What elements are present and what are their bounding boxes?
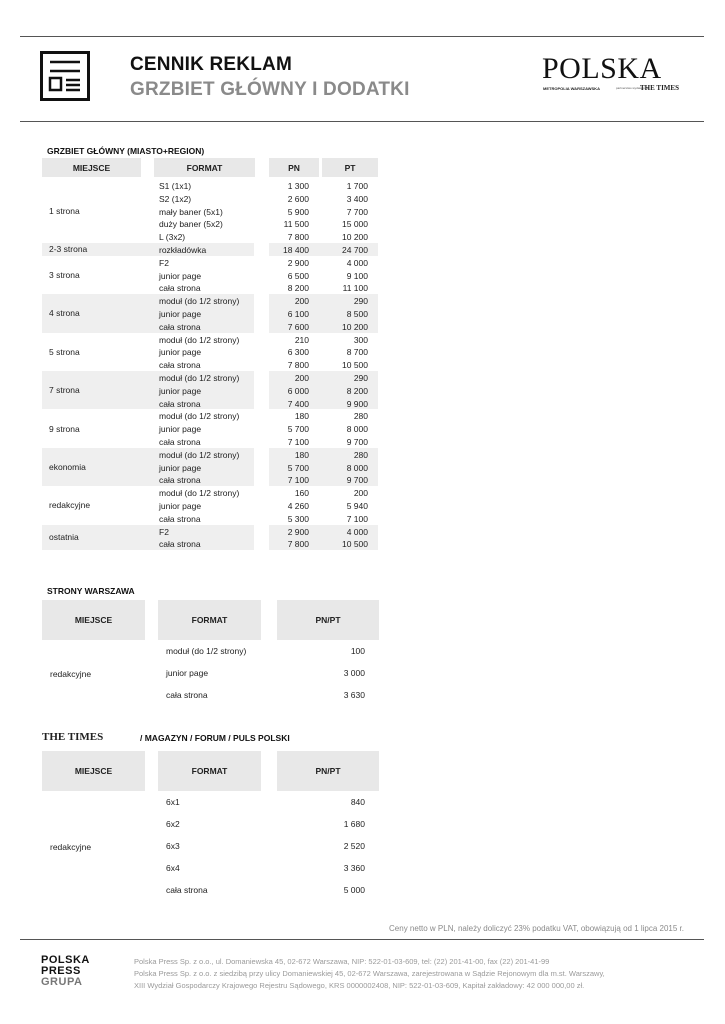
format-cell: cała strona — [159, 539, 201, 550]
format-cell: cała strona — [159, 475, 201, 486]
pn-cell: 8 200 — [287, 283, 309, 294]
price-cell: 100 — [350, 646, 365, 656]
place-cell: ostatnia — [49, 532, 79, 543]
place-cell: 3 strona — [49, 270, 80, 280]
format-cell: cała strona — [159, 360, 201, 371]
place-cell: 4 strona — [49, 308, 80, 319]
section1-header-pt: PT — [322, 158, 378, 177]
pn-cell: 160 — [294, 488, 309, 499]
pt-cell: 200 — [353, 488, 368, 499]
footer-line: Polska Press Sp. z o.o., ul. Domaniewska 45, 02-672 Warszawa, NIP: 522-01-03-609, tel: (22) 201-41-00, fax (22) 201-41-99 — [134, 957, 550, 966]
format-cell: junior page — [159, 501, 202, 511]
format-cell: moduł (do 1/2 strony) — [159, 411, 240, 422]
pt-cell: 3 400 — [346, 193, 368, 204]
pn-cell: 18 400 — [283, 245, 309, 255]
format-cell: cała strona — [159, 398, 201, 409]
pn-cell: 1 300 — [287, 181, 309, 191]
pn-cell: 7 600 — [287, 321, 309, 332]
logo-sub-right: THE TIMES — [640, 84, 679, 92]
pn-cell: 180 — [294, 449, 309, 460]
header-rule — [20, 121, 704, 122]
format-cell: 6x2 — [166, 819, 180, 829]
format-cell: F2 — [159, 526, 169, 537]
pt-cell: 4 000 — [346, 526, 368, 537]
pn-cell: 4 260 — [287, 501, 309, 511]
format-cell: junior page — [159, 347, 202, 358]
section3-header-miejsce: MIEJSCE — [42, 751, 145, 791]
place-cell: 9 strona — [49, 423, 80, 434]
format-cell: cała strona — [159, 513, 201, 524]
pt-cell: 10 500 — [342, 539, 368, 550]
pt-cell: 9 700 — [346, 475, 368, 486]
pt-cell: 9 100 — [346, 270, 368, 281]
logo-sub-left: METROPOLIA WARSZAWSKA — [543, 86, 600, 91]
pn-cell: 2 900 — [287, 526, 309, 537]
format-cell: F2 — [159, 257, 169, 268]
price-cell: 840 — [350, 797, 365, 807]
pn-cell: 7 100 — [287, 475, 309, 486]
pt-cell: 9 900 — [346, 398, 368, 409]
polska-logo — [542, 52, 684, 96]
top-rule — [20, 36, 704, 37]
format-cell: moduł (do 1/2 strony) — [159, 334, 240, 345]
format-cell: junior page — [159, 385, 202, 396]
section3-title: / MAGAZYN / FORUM / PULS POLSKI — [140, 733, 290, 743]
polska-press-grupa-logo — [41, 955, 90, 988]
pt-cell: 9 700 — [346, 437, 368, 447]
footer-logo-line: POLSKA — [41, 954, 90, 966]
footer-logo-line: GRUPA — [41, 976, 83, 988]
format-cell: junior page — [159, 309, 202, 319]
format-cell: 6x4 — [166, 863, 180, 873]
format-cell: cała strona — [159, 321, 201, 332]
pt-cell: 8 500 — [346, 309, 368, 319]
pt-cell: 10 200 — [342, 321, 368, 332]
section2-title: STRONY WARSZAWA — [47, 586, 135, 596]
format-cell: cała strona — [166, 885, 208, 895]
price-note: Ceny netto w PLN, należy doliczyć 23% podatku VAT, obowiązują od 1 lipca 2015 r. — [389, 924, 684, 933]
pn-cell: 11 500 — [283, 219, 309, 230]
format-cell: cała strona — [166, 690, 208, 700]
pt-cell: 290 — [353, 373, 368, 383]
the-times-logo: THE TIMES — [42, 731, 104, 743]
format-cell: moduł (do 1/2 strony) — [159, 296, 240, 307]
pt-cell: 300 — [353, 334, 368, 345]
pn-cell: 7 100 — [287, 437, 309, 447]
footer-line: Polska Press Sp. z o.o. z siedzibą przy ulicy Domaniewskiej 45, 02-672 Warszawa, zarejestrowana w Sądzie Rejonowym dla m.st. Warszawy, — [134, 969, 605, 978]
footer-company-info — [134, 956, 605, 992]
section3-header-format: FORMAT — [158, 751, 261, 791]
place-cell: redakcyjne — [50, 842, 92, 852]
place-cell: 7 strona — [49, 385, 80, 396]
pt-cell: 7 700 — [346, 206, 368, 217]
pn-cell: 5 300 — [287, 513, 309, 524]
format-cell: rozkładówka — [159, 245, 207, 255]
pn-cell: 2 600 — [287, 193, 309, 204]
page-title: CENNIK REKLAM — [130, 54, 292, 75]
format-cell: 6x3 — [166, 841, 180, 851]
format-cell: moduł (do 1/2 strony) — [159, 449, 240, 460]
section2-header-miejsce: MIEJSCE — [42, 600, 145, 640]
format-cell: 6x1 — [166, 797, 180, 807]
format-cell: cała strona — [159, 437, 201, 447]
place-cell: ekonomia — [49, 462, 86, 472]
place-cell: redakcyjne — [49, 500, 91, 511]
format-cell: junior page — [166, 668, 209, 678]
format-cell: moduł (do 1/2 strony) — [159, 488, 240, 499]
pt-cell: 8 200 — [346, 385, 368, 396]
pn-cell: 6 300 — [287, 347, 309, 358]
price-cell: 2 520 — [343, 841, 365, 851]
pn-cell: 2 900 — [287, 257, 309, 268]
format-cell: moduł (do 1/2 strony) — [166, 646, 247, 656]
footer-rule — [20, 939, 704, 940]
footer-logo-line: PRESS — [41, 965, 81, 977]
pt-cell: 8 000 — [346, 462, 368, 473]
format-cell: junior page — [159, 270, 202, 281]
pn-cell: 6 000 — [287, 385, 309, 396]
document-layout-icon — [40, 51, 90, 101]
pn-cell: 5 700 — [287, 462, 309, 473]
pt-cell: 15 000 — [342, 219, 368, 230]
place-cell: 2-3 strona — [49, 244, 88, 255]
pn-cell: 7 800 — [287, 232, 309, 243]
pn-cell: 210 — [294, 334, 309, 345]
section1-header-format: FORMAT — [154, 158, 255, 177]
pn-cell: 6 100 — [287, 309, 309, 319]
place-cell: 1 strona — [49, 206, 80, 216]
pt-cell: 24 700 — [342, 245, 368, 255]
format-cell: L (3x2) — [159, 232, 186, 243]
format-cell: junior page — [159, 462, 202, 473]
section3-header-pnpt: PN/PT — [277, 751, 379, 791]
logo-main-text: POLSKA — [542, 52, 662, 85]
price-cell: 3 000 — [343, 668, 365, 678]
footer-line: XIII Wydział Gospodarczy Krajowego Rejestru Sądowego, KRS 0000002408, NIP: 522-01-03-609, Kapitał zakładowy: 42 000 000,00 zł. — [134, 981, 585, 990]
format-cell: S1 (1x1) — [159, 181, 192, 191]
price-cell: 1 680 — [343, 819, 365, 829]
price-cell: 3 630 — [343, 690, 365, 700]
place-cell: 5 strona — [49, 346, 80, 357]
pn-cell: 5 700 — [287, 424, 309, 435]
format-cell: duży baner (5x2) — [159, 219, 223, 230]
pt-cell: 7 100 — [346, 513, 368, 524]
format-cell: cała strona — [159, 283, 201, 294]
pn-cell: 180 — [294, 411, 309, 422]
pt-cell: 280 — [353, 411, 368, 422]
price-cell: 3 360 — [343, 863, 365, 873]
place-cell: redakcyjne — [50, 669, 92, 679]
pt-cell: 8 000 — [346, 424, 368, 435]
format-cell: junior page — [159, 424, 202, 435]
pt-cell: 8 700 — [346, 347, 368, 358]
pt-cell: 10 500 — [342, 360, 368, 371]
pn-cell: 200 — [294, 373, 309, 383]
pt-cell: 10 200 — [342, 232, 368, 243]
pn-cell: 200 — [294, 296, 309, 307]
pt-cell: 280 — [353, 449, 368, 460]
logo-sub-mid: partnerstwo wydawnicze — [616, 86, 649, 90]
section1-header-pn: PN — [269, 158, 319, 177]
pt-cell: 1 700 — [346, 181, 368, 191]
section2-header-pnpt: PN/PT — [277, 600, 379, 640]
pn-cell: 7 800 — [287, 360, 309, 371]
pn-cell: 6 500 — [287, 270, 309, 281]
pn-cell: 7 400 — [287, 398, 309, 409]
pn-cell: 5 900 — [287, 206, 309, 217]
format-cell: mały baner (5x1) — [159, 206, 223, 217]
pt-cell: 4 000 — [346, 257, 368, 268]
pt-cell: 11 100 — [342, 283, 368, 294]
section1-header-miejsce: MIEJSCE — [42, 158, 141, 177]
page-subtitle: GRZBIET GŁÓWNY I DODATKI — [130, 79, 410, 100]
pt-cell: 5 940 — [346, 501, 368, 511]
format-cell: S2 (1x2) — [159, 193, 192, 204]
pt-cell: 290 — [353, 296, 368, 307]
format-cell: moduł (do 1/2 strony) — [159, 373, 240, 383]
section2-header-format: FORMAT — [158, 600, 261, 640]
price-cell: 5 000 — [343, 885, 365, 895]
pn-cell: 7 800 — [287, 539, 309, 550]
section1-title: GRZBIET GŁÓWNY (MIASTO+REGION) — [47, 146, 205, 156]
